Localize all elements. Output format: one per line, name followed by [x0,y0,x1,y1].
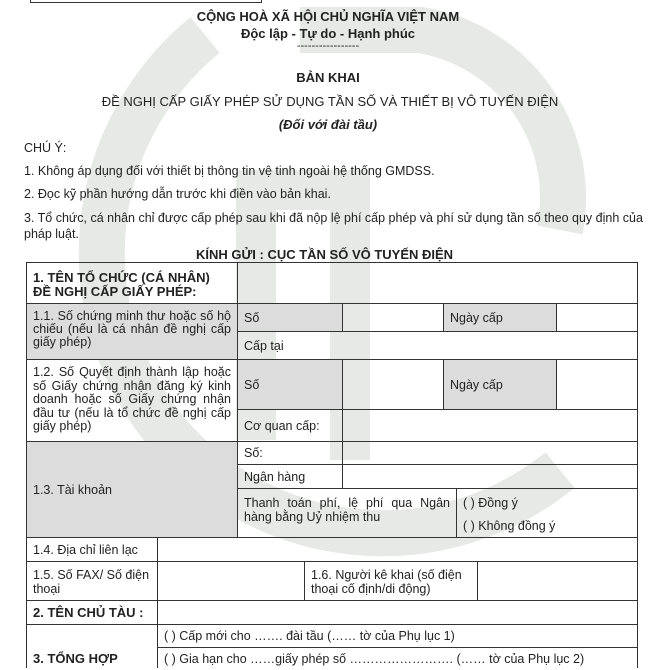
address-field[interactable] [158,538,637,561]
document-title: BẢN KHAI [296,70,360,85]
row-1-3-thanhtoan-label: Thanh toán phí, lệ phí qua Ngân hàng bằng Uỷ nhiệm thu [244,496,450,524]
row-1-1-so-field[interactable] [343,304,443,331]
org-name-field[interactable] [238,263,637,303]
row-1-5-label: 1.5. Số FAX/ Số điện thoại [33,568,150,596]
document-subtitle: ĐỀ NGHỊ CẤP GIẤY PHÉP SỬ DỤNG TẦN SỐ VÀ THIẾT BỊ VÔ TUYẾN ĐIỆN [101,94,559,109]
motto: Độc lập - Tự do - Hạnh phúc [240,26,416,41]
row-1-1-label: 1.1. Số chứng minh thư hoặc số hộ chiếu (nếu là cá nhân đề nghị cấp giấy phép) [27,304,237,359]
row-1-3-so-field[interactable] [343,442,637,464]
row-1-6-label: 1.6. Người kê khai (số điện thoại cố định/di động) [311,568,462,596]
note-item: 2. Đọc kỹ phần hướng dẫn trước khi điền vào bản khai. [24,187,331,201]
note-item: 1. Không áp dụng đối với thiết bị thông tin vệ tinh ngoài hệ thống GMDSS. [24,164,435,178]
option-gia-han[interactable]: ( ) Gia hạn cho ……giấy phép số ……………………. (…… tờ của Phụ lục 2) [164,652,585,666]
recipient-line: KÍNH GỬI : CỤC TẦN SỐ VÔ TUYẾN ĐIỆN [196,247,454,262]
row-1-1-so-label: Số [238,304,342,331]
document-note: (Đối với đài tầu) [278,117,378,132]
row-1-1-captai[interactable]: Cấp tại [244,338,284,353]
row-1-3-nganhang-label: Ngân hàng [244,469,306,484]
row-1-2-ngaycap-label: Ngày cấp [444,360,556,409]
option-dong-y[interactable]: ( ) Đồng ý [463,496,518,510]
nation-header: CỘNG HOÀ XÃ HỘI CHỦ NGHĨA VIỆT NAM [196,9,460,24]
row-1-2-so-field[interactable] [343,360,443,409]
ship-owner-field[interactable] [158,601,637,624]
row-1-3-nganhang-field[interactable] [343,465,637,488]
row-1-3-so-label: Số: [244,446,263,460]
row-1-2-coquan-field[interactable] [343,410,637,441]
declarant-field[interactable] [478,562,637,600]
note-item: 3. Tổ chức, cá nhân chỉ được cấp phép sau khi đã nộp lệ phí cấp phép và phí sử dụng tần số theo quy định của pháp luật. [24,211,643,241]
row-1-1-ngaycap-field[interactable] [557,304,637,331]
row-1-2-coquan-label: Cơ quan cấp: [244,418,320,433]
notes-heading: CHÚ Ý: [24,141,67,155]
section-1-title: 1. TÊN TỔ CHỨC (CÁ NHÂN) ĐỀ NGHỊ CẤP GIẤY PHÉP: [33,270,210,299]
row-1-4-label: 1.4. Địa chỉ liên lạc [33,542,138,557]
row-1-2-ngaycap-field[interactable] [557,360,637,409]
option-khong-dong-y[interactable]: ( ) Không đồng ý [463,519,556,533]
row-1-1-ngaycap-label: Ngày cấp [444,304,556,331]
fax-phone-field[interactable] [158,562,304,600]
section-3-title: 3. TỔNG HỢP [33,651,118,666]
row-1-3-label: 1.3. Tài khoản [27,442,237,537]
option-cap-moi[interactable]: ( ) Cấp mới cho ……. đài tầu (…… tờ của Phụ lục 1) [164,629,455,643]
header-divider: ----------------- [296,40,360,52]
section-2-title: 2. TÊN CHỦ TÀU : [33,604,144,620]
row-1-2-so-label: Số [238,360,342,409]
row-1-2-label: 1.2. Số Quyết định thành lập hoặc số Giấy chứng nhận đăng ký kinh doanh hoặc số Giấy chứng nhận đầu tư (nếu là tổ chức đề nghị cấp giấy phép) [33,365,231,433]
